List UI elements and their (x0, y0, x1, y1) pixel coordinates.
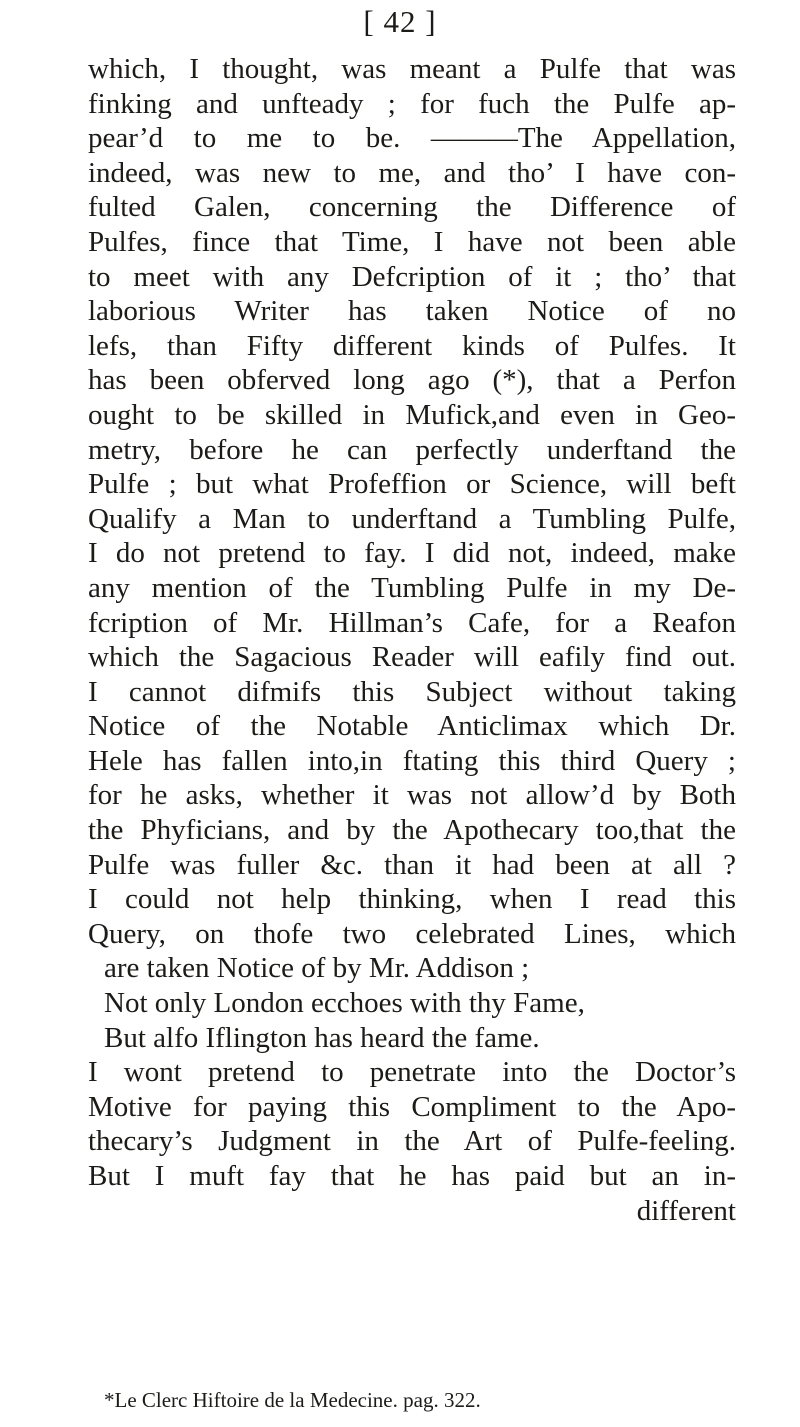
text-line: to meet with any Defcription of it ; tho’ that (88, 260, 736, 293)
text-line: I cannot difmifs this Subject without taking (88, 675, 736, 708)
text-line: I do not pretend to fay. I did not, indeed, make (88, 537, 736, 570)
text-line: are taken Notice of by Mr. Addison ; (104, 952, 530, 985)
text-line: indeed, was new to me, and tho’ I have con- (88, 156, 736, 189)
text-line: Hele has fallen into,in ftating this third Query ; (88, 744, 736, 777)
body-text (88, 52, 736, 1228)
text-line: has been obferved long ago (*), that a Perfon (88, 364, 736, 397)
text-line: the Phyficians, and by the Apothecary too,that the (88, 814, 736, 847)
text-line: Qualify a Man to underftand a Tumbling Pulfe, (88, 502, 736, 535)
text-line: Pulfe ; but what Profeffion or Science, will beft (88, 468, 736, 501)
text-line: pear’d to me to be. ———The Appellation, (88, 122, 736, 155)
catchword: different (636, 1194, 736, 1227)
text-line: I wont pretend to penetrate into the Doctor’s (88, 1056, 736, 1089)
footnote: *Le Clerc Hiftoire de la Medecine. pag. 322. (104, 1388, 481, 1412)
text-line: fulted Galen, concerning the Difference of (88, 191, 736, 224)
text-line: Pulfe was fuller &c. than it had been at all ? (88, 848, 736, 881)
text-line: But I muft fay that he has paid but an in- (88, 1160, 736, 1192)
text-line: fcription of Mr. Hillman’s Cafe, for a Reafon (88, 606, 736, 639)
text-line: I could not help thinking, when I read this (88, 883, 736, 916)
text-line: thecary’s Judgment in the Art of Pulfe-feeling. (88, 1125, 736, 1158)
page-number: [ 42 ] (363, 4, 437, 39)
text-line: lefs, than Fifty different kinds of Pulfes. It (88, 329, 736, 362)
text-line: laborious Writer has taken Notice of no (88, 295, 736, 328)
text-line: finking and unfteady ; for fuch the Pulfe ap- (88, 87, 736, 120)
text-line: Motive for paying this Compliment to the Apo- (88, 1090, 736, 1123)
verse-line: But alfo Iflington has heard the fame. (104, 1021, 540, 1054)
text-line: for he asks, whether it was not allow’d by Both (88, 779, 736, 812)
text-line: Notice of the Notable Anticlimax which Dr. (88, 710, 736, 743)
text-line: metry, before he can perfectly underftand the (88, 433, 736, 466)
text-line: any mention of the Tumbling Pulfe in my De- (88, 571, 736, 604)
text-line: ought to be skilled in Mufick,and even in Geo- (88, 398, 736, 431)
text-line: Pulfes, fince that Time, I have not been able (88, 225, 736, 258)
verse-line: Not only London ecchoes with thy Fame, (104, 987, 585, 1020)
text-line: which the Sagacious Reader will eafily find out. (88, 641, 736, 674)
text-line: which, I thought, was meant a Pulfe that was (88, 53, 736, 85)
text-line: Query, on thofe two celebrated Lines, which (88, 917, 736, 950)
